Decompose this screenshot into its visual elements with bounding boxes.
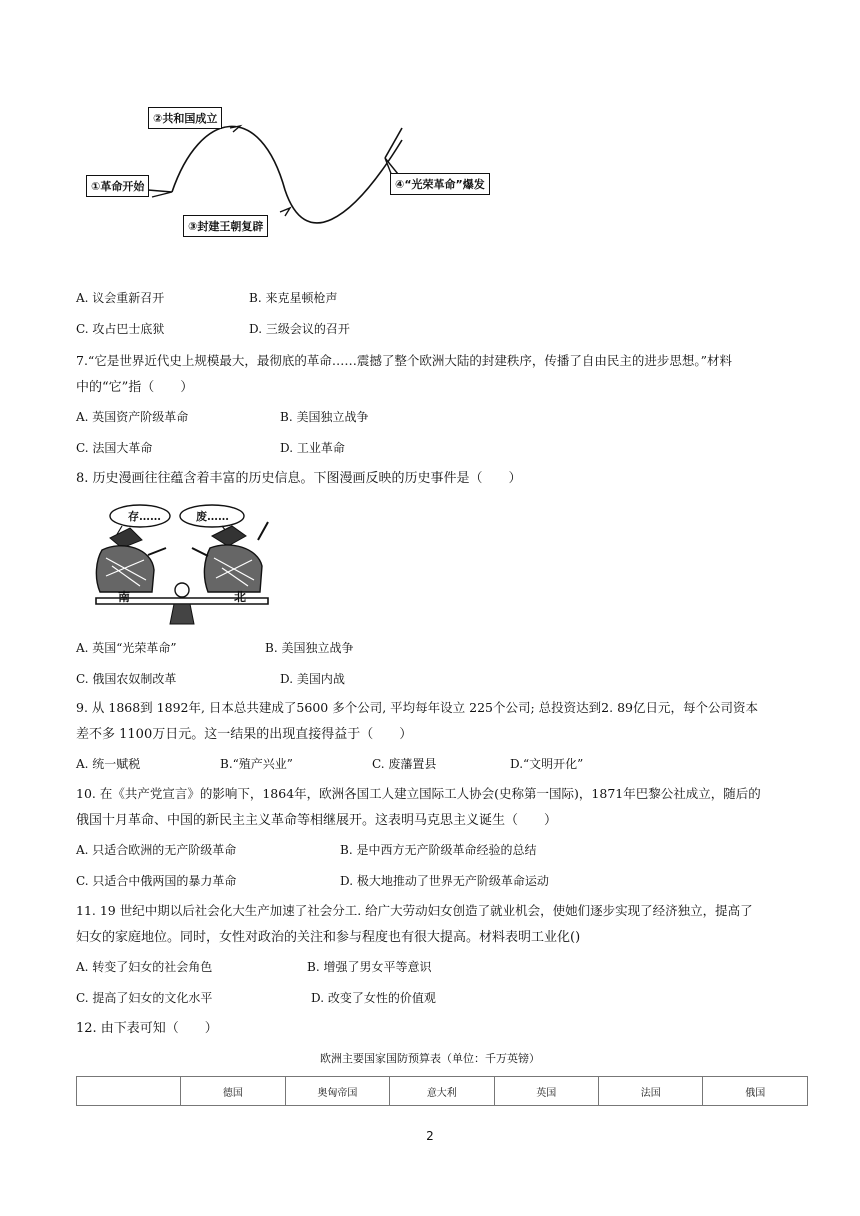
callout-1 — [148, 190, 172, 197]
curve-label-3: ③封建王朝复辟 — [183, 215, 268, 237]
header-cell-germany: 德国 — [181, 1077, 285, 1106]
q8-stem: 8. 历史漫画往往蕴含着丰富的历史信息。下图漫画反映的历史事件是（ ） — [76, 471, 522, 486]
q11-option-b[interactable]: B. 增强了男女平等意识 — [307, 960, 432, 974]
bubble-text-right: 废…… — [196, 510, 229, 523]
seesaw-label-south: 南 — [118, 590, 131, 604]
callout-3 — [280, 208, 290, 216]
q10-option-d[interactable]: D. 极大地推动了世界无产阶级革命运动 — [340, 874, 549, 888]
header-cell-blank — [77, 1077, 181, 1106]
q9-stem-line2: 差不多 1100万日元。这一结果的出现直接得益于（ ） — [76, 727, 413, 742]
header-cell-russia: 俄国 — [703, 1077, 808, 1106]
q8-option-c[interactable]: C. 俄国农奴制改革 — [76, 672, 177, 686]
q6-option-b[interactable]: B. 来克星顿枪声 — [249, 291, 338, 305]
q11-option-d[interactable]: D. 改变了女性的价值观 — [311, 991, 436, 1005]
q6-option-d[interactable]: D. 三级会议的召开 — [249, 322, 350, 336]
q6-option-c[interactable]: C. 攻占巴士底狱 — [76, 322, 165, 336]
header-cell-britain: 英国 — [494, 1077, 598, 1106]
civil-war-cartoon — [82, 500, 282, 630]
page-number: 2 — [426, 1129, 434, 1143]
q9-option-d[interactable]: D.“文明开化” — [510, 757, 584, 771]
seesaw-label-north: 北 — [234, 590, 247, 604]
q9-option-b[interactable]: B.“殖产兴业” — [220, 757, 293, 771]
q10-option-c[interactable]: C. 只适合中俄两国的暴力革命 — [76, 874, 237, 888]
q11-stem-line1: 11. 19 世纪中期以后社会化大生产加速了社会分工. 给广大劳动妇女创造了就业机会，使她们逐步实现了经济独立，提高了 — [76, 903, 753, 918]
header-cell-austria-hungary: 奥匈帝国 — [285, 1077, 389, 1106]
q11-stem-line2: 妇女的家庭地位。同时，女性对政治的关注和参与程度也有很大提高。材料表明工业化() — [76, 930, 581, 945]
q7-option-a[interactable]: A. 英国资产阶级革命 — [76, 410, 189, 424]
defense-budget-table — [76, 1076, 808, 1106]
q9-option-c[interactable]: C. 废藩置县 — [372, 757, 437, 771]
q8-option-a[interactable]: A. 英国“光荣革命” — [76, 641, 177, 655]
q8-option-d[interactable]: D. 美国内战 — [280, 672, 345, 686]
q7-option-c[interactable]: C. 法国大革命 — [76, 441, 153, 455]
curve-label-1: ①革命开始 — [86, 175, 149, 197]
header-cell-italy: 意大利 — [390, 1077, 494, 1106]
curve-label-4: ④“光荣革命”爆发 — [390, 173, 490, 195]
table-header-row — [77, 1077, 808, 1106]
q10-option-a[interactable]: A. 只适合欧洲的无产阶级革命 — [76, 843, 237, 857]
q7-option-b[interactable]: B. 美国独立战争 — [280, 410, 369, 424]
right-soldier-hat — [212, 526, 246, 546]
seesaw-fulcrum — [170, 604, 194, 624]
q11-option-c[interactable]: C. 提高了妇女的文化水平 — [76, 991, 213, 1005]
table-title: 欧洲主要国家国防预算表（单位：千万英镑） — [320, 1052, 540, 1065]
header-cell-france: 法国 — [599, 1077, 703, 1106]
q12-stem: 12. 由下表可知（ ） — [76, 1021, 218, 1036]
q10-stem-line1: 10. 在《共产党宣言》的影响下，1864年，欧洲各国工人建立国际工人协会(史称第一国际)，1871年巴黎公社成立，随后的 — [76, 786, 761, 801]
q6-option-a[interactable]: A. 议会重新召开 — [76, 291, 165, 305]
q9-option-a[interactable]: A. 统一赋税 — [76, 757, 141, 771]
bubble-text-left: 存…… — [128, 510, 161, 523]
q7-option-d[interactable]: D. 工业革命 — [280, 441, 345, 455]
q8-option-b[interactable]: B. 美国独立战争 — [265, 641, 354, 655]
q11-option-a[interactable]: A. 转变了妇女的社会角色 — [76, 960, 213, 974]
left-soldier-hat — [110, 528, 142, 548]
q10-option-b[interactable]: B. 是中西方无产阶级革命经验的总结 — [340, 843, 537, 857]
curve-label-2: ②共和国成立 — [148, 107, 222, 129]
q7-stem-line2: 中的“它”指（ ） — [76, 380, 194, 395]
q9-stem-line1: 9. 从 1868到 1892年, 日本总共建成了5600 多个公司, 平均每年设立 225个公司; 总投资达到2. 89亿日元，每个公司资本 — [76, 700, 758, 715]
q7-stem-line1: 7.“它是世界近代史上规模最大，最彻底的革命……震撼了整个欧洲大陆的封建秩序，传播了自由民主的进步思想。”材料 — [76, 353, 732, 368]
q10-stem-line2: 俄国十月革命、中国的新民主主义革命等相继展开。这表明马克思主义诞生（ ） — [76, 813, 558, 828]
